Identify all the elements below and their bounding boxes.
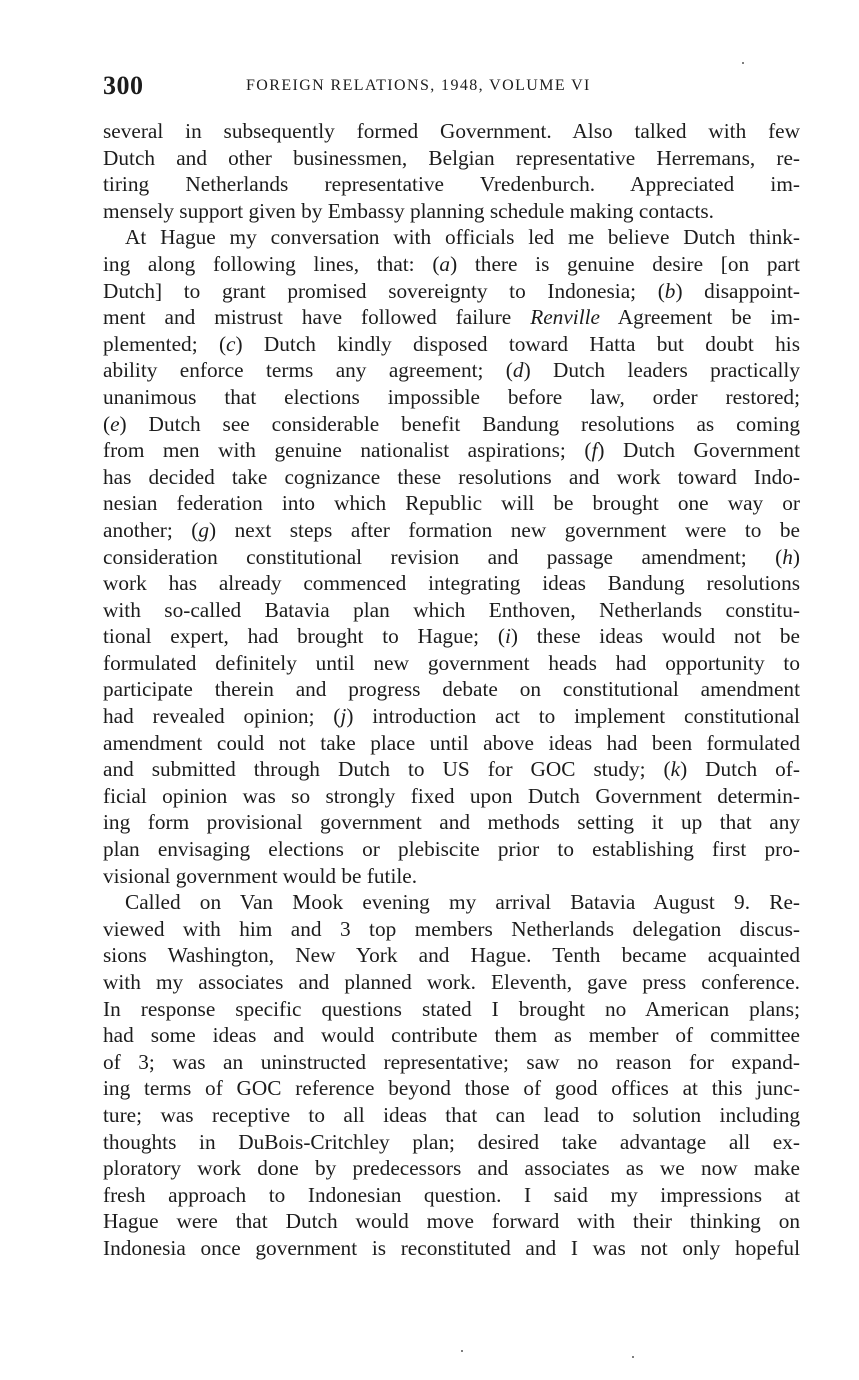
text-line: had revealed opinion; (j) introduction act to implement constitutional bbox=[103, 704, 800, 729]
body-text bbox=[103, 118, 800, 1262]
text-line: thoughts in DuBois-Critchley plan; desired take advantage all ex- bbox=[103, 1129, 800, 1154]
page-number: 300 bbox=[103, 71, 144, 100]
text-line: ing along following lines, that: (a) there is genuine desire [on part bbox=[103, 251, 800, 276]
text-line: from men with genuine nationalist aspirations; (f) Dutch Government bbox=[103, 438, 800, 463]
text-line: ficial opinion was so strongly fixed upon Dutch Government determin- bbox=[103, 783, 800, 808]
text-line: work has already commenced integrating ideas Bandung resolutions bbox=[103, 571, 800, 596]
scan-speck bbox=[632, 1356, 634, 1358]
text-line: (e) Dutch see considerable benefit Bandung resolutions as coming bbox=[103, 411, 800, 436]
text-line: ing form provisional government and methods setting it up that any bbox=[103, 810, 800, 835]
scan-speck bbox=[461, 1350, 463, 1352]
text-line: ment and mistrust have followed failure Renville Agreement be im- bbox=[103, 305, 800, 330]
text-line: unanimous that elections impossible before law, order restored; bbox=[103, 384, 800, 409]
text-line: amendment could not take place until above ideas had been formulated bbox=[103, 730, 800, 755]
text-line: consideration constitutional revision and passage amendment; (h) bbox=[103, 544, 800, 569]
text-line: has decided take cognizance these resolutions and work toward Indo- bbox=[103, 464, 800, 489]
text-line: ploratory work done by predecessors and associates as we now make bbox=[103, 1156, 800, 1181]
text-line: ability enforce terms any agreement; (d) Dutch leaders practically bbox=[103, 358, 800, 383]
text-line: Dutch] to grant promised sovereignty to Indonesia; (b) disappoint- bbox=[103, 278, 800, 303]
text-line: Indonesia once government is reconstituted and I was not only hopeful bbox=[103, 1235, 800, 1260]
text-line: of 3; was an uninstructed representative; saw no reason for expand- bbox=[103, 1049, 800, 1074]
text-line: another; (g) next steps after formation new government were to be bbox=[103, 517, 800, 542]
scan-speck bbox=[742, 62, 744, 64]
text-line: with so-called Batavia plan which Enthoven, Netherlands constitu- bbox=[103, 597, 800, 622]
text-line: nesian federation into which Republic will be brought one way or bbox=[103, 491, 800, 516]
paragraph-1 bbox=[103, 118, 800, 224]
text-line: viewed with him and 3 top members Netherlands delegation discus- bbox=[103, 916, 800, 941]
text-line: participate therein and progress debate on constitutional amendment bbox=[103, 677, 800, 702]
text-line: visional government would be futile. bbox=[103, 863, 418, 888]
text-line: sions Washington, New York and Hague. Tenth became acquainted bbox=[103, 943, 800, 968]
text-line: ture; was receptive to all ideas that can lead to solution including bbox=[103, 1102, 800, 1127]
paragraph-3 bbox=[103, 889, 800, 1261]
text-line: mensely support given by Embassy planning schedule making contacts. bbox=[103, 198, 714, 223]
text-line: had some ideas and would contribute them as member of committee bbox=[103, 1023, 800, 1048]
text-line: and submitted through Dutch to US for GOC study; (k) Dutch of- bbox=[103, 757, 800, 782]
text-line: tiring Netherlands representative Vredenburch. Appreciated im- bbox=[103, 172, 800, 197]
text-line: Dutch and other businessmen, Belgian representative Herremans, re- bbox=[103, 145, 800, 170]
text-line: In response specific questions stated I brought no American plans; bbox=[103, 996, 800, 1021]
text-line: fresh approach to Indonesian question. I said my impressions at bbox=[103, 1182, 800, 1207]
text-line: several in subsequently formed Government. Also talked with few bbox=[103, 119, 800, 143]
text-line: formulated definitely until new government heads had opportunity to bbox=[103, 650, 800, 675]
paragraph-2 bbox=[103, 224, 800, 889]
text-line: with my associates and planned work. Eleventh, gave press conference. bbox=[103, 970, 800, 994]
text-line: Called on Van Mook evening my arrival Batavia August 9. Re- bbox=[125, 890, 800, 915]
running-title: FOREIGN RELATIONS, 1948, VOLUME VI bbox=[246, 77, 591, 94]
text-line: At Hague my conversation with officials led me believe Dutch think- bbox=[125, 225, 800, 250]
text-line: tional expert, had brought to Hague; (i) these ideas would not be bbox=[103, 624, 800, 649]
text-line: ing terms of GOC reference beyond those of good offices at this junc- bbox=[103, 1076, 800, 1101]
text-line: Hague were that Dutch would move forward with their thinking on bbox=[103, 1209, 800, 1234]
text-line: plemented; (c) Dutch kindly disposed toward Hatta but doubt his bbox=[103, 331, 800, 356]
text-line: plan envisaging elections or plebiscite prior to establishing first pro- bbox=[103, 837, 800, 862]
